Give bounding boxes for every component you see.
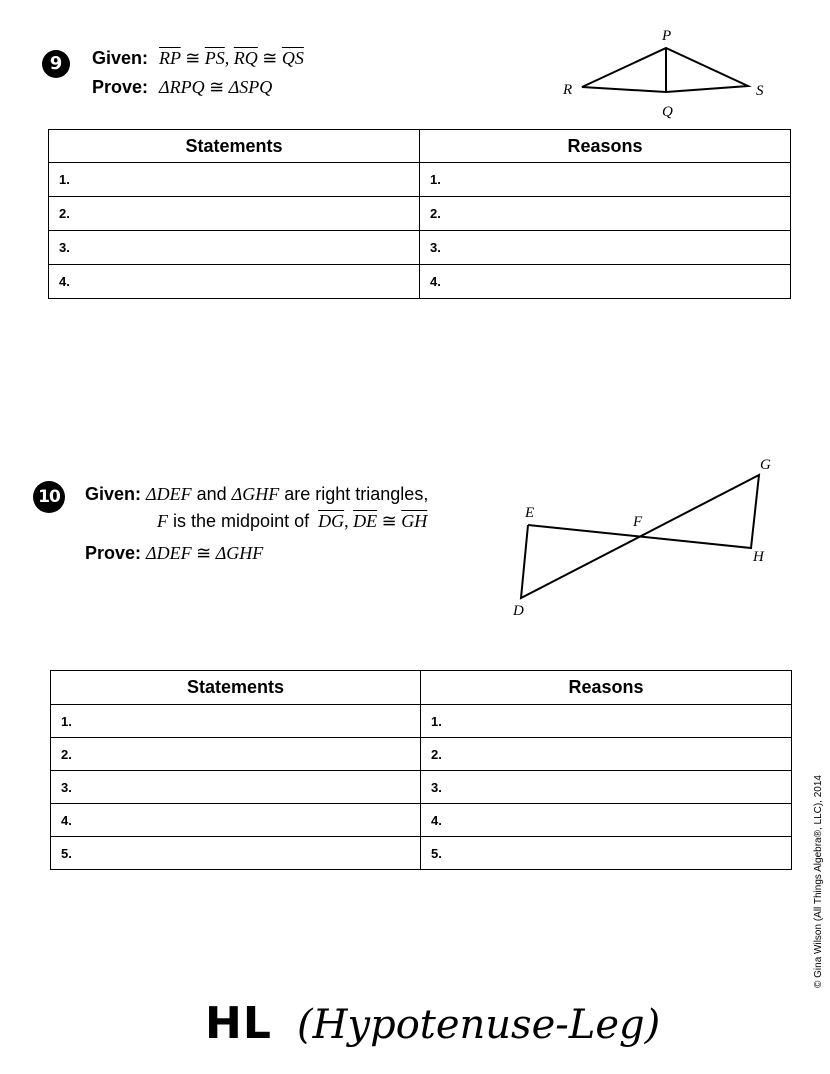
label-d: D <box>513 603 524 619</box>
proof-table-1 <box>48 129 791 299</box>
given-and: and <box>196 484 227 504</box>
triangle-rpq: ΔRPQ <box>159 77 205 97</box>
triangle-def: ΔDEF <box>146 484 192 504</box>
table-row <box>51 804 792 837</box>
reason-cell[interactable]: 4. <box>421 804 792 837</box>
bowtie-outline <box>521 475 759 598</box>
statements-header: Statements <box>49 130 420 163</box>
label-r: R <box>563 82 573 98</box>
triangle-ghf: ΔGHF <box>215 543 264 563</box>
segment-ps: $\overline{PS}$ <box>204 48 225 68</box>
prove-label: Prove: <box>85 543 142 563</box>
reason-cell[interactable]: 2. <box>420 197 791 231</box>
problem-number-badge <box>42 50 70 78</box>
statement-cell[interactable]: 1. <box>49 163 420 197</box>
statement-cell[interactable]: 3. <box>51 771 421 804</box>
prove-statement <box>85 541 263 565</box>
statements-header: Statements <box>51 671 421 705</box>
reasons-header: Reasons <box>420 130 791 163</box>
given-statement-line2 <box>157 509 427 533</box>
statement-cell[interactable]: 4. <box>51 804 421 837</box>
footer-title-hl: HL <box>205 998 272 1049</box>
table-row <box>49 231 791 265</box>
reason-cell[interactable]: 5. <box>421 837 792 870</box>
comma: , <box>344 511 349 531</box>
table-row <box>49 163 791 197</box>
label-f: F <box>633 514 643 530</box>
point-f: F <box>157 511 168 531</box>
label-h: H <box>753 549 764 565</box>
segment-qs: $\overline{QS}$ <box>281 48 304 68</box>
segment-gh: $\overline{GH}$ <box>401 511 428 531</box>
figure-bowtie-defgh <box>500 460 790 620</box>
proof-table-2 <box>50 670 792 870</box>
congruent-symbol: ≅ <box>262 48 278 68</box>
footer-subtitle: (Hypotenuse-Leg) <box>297 1002 661 1048</box>
table-row <box>51 738 792 771</box>
table-row <box>51 705 792 738</box>
copyright-notice: © Gina Wilson (All Things Algebra®, LLC), 2014 <box>813 775 824 988</box>
congruent-symbol: ≅ <box>196 543 212 563</box>
given-label: Given: <box>85 484 142 504</box>
table-row <box>49 197 791 231</box>
reason-cell[interactable]: 1. <box>421 705 792 738</box>
given-midpoint-text: is the midpoint of <box>173 511 310 531</box>
given-right-triangles: are right triangles, <box>284 484 429 504</box>
segment-rq: $\overline{RQ}$ <box>233 48 258 68</box>
given-label: Given: <box>92 48 149 68</box>
given-statement <box>92 46 304 70</box>
statement-cell[interactable]: 1. <box>51 705 421 738</box>
triangle-spq: ΔSPQ <box>228 77 273 97</box>
label-s: S <box>756 83 764 99</box>
statement-cell[interactable]: 4. <box>49 265 420 299</box>
congruent-symbol: ≅ <box>381 511 397 531</box>
reasons-header: Reasons <box>421 671 792 705</box>
statement-cell[interactable]: 2. <box>49 197 420 231</box>
congruent-symbol: ≅ <box>185 48 201 68</box>
congruent-symbol: ≅ <box>209 77 225 97</box>
comma: , <box>224 48 230 68</box>
label-p: P <box>662 28 672 44</box>
table-row <box>49 265 791 299</box>
problem-number-badge <box>33 481 65 513</box>
reason-cell[interactable]: 4. <box>420 265 791 299</box>
reason-cell[interactable]: 3. <box>420 231 791 265</box>
table-row <box>51 771 792 804</box>
reason-cell[interactable]: 1. <box>420 163 791 197</box>
statement-cell[interactable]: 5. <box>51 837 421 870</box>
prove-label: Prove: <box>92 77 149 97</box>
segment-de: $\overline{DE}$ <box>353 511 378 531</box>
problem-number: 10 <box>38 487 60 507</box>
reason-cell[interactable]: 3. <box>421 771 792 804</box>
statement-cell[interactable]: 3. <box>49 231 420 265</box>
reason-cell[interactable]: 2. <box>421 738 792 771</box>
label-e: E <box>525 505 535 521</box>
statement-cell[interactable]: 2. <box>51 738 421 771</box>
triangle-def: ΔDEF <box>146 543 192 563</box>
label-g: G <box>760 457 771 473</box>
prove-statement <box>92 75 272 99</box>
label-q: Q <box>662 104 673 120</box>
given-statement <box>85 482 428 506</box>
segment-dg: $\overline{DG}$ <box>318 511 345 531</box>
triangle-ghf: ΔGHF <box>231 484 280 504</box>
segment-rp: $\overline{RP}$ <box>159 48 181 68</box>
problem-number: 9 <box>49 53 63 74</box>
table-row <box>51 837 792 870</box>
